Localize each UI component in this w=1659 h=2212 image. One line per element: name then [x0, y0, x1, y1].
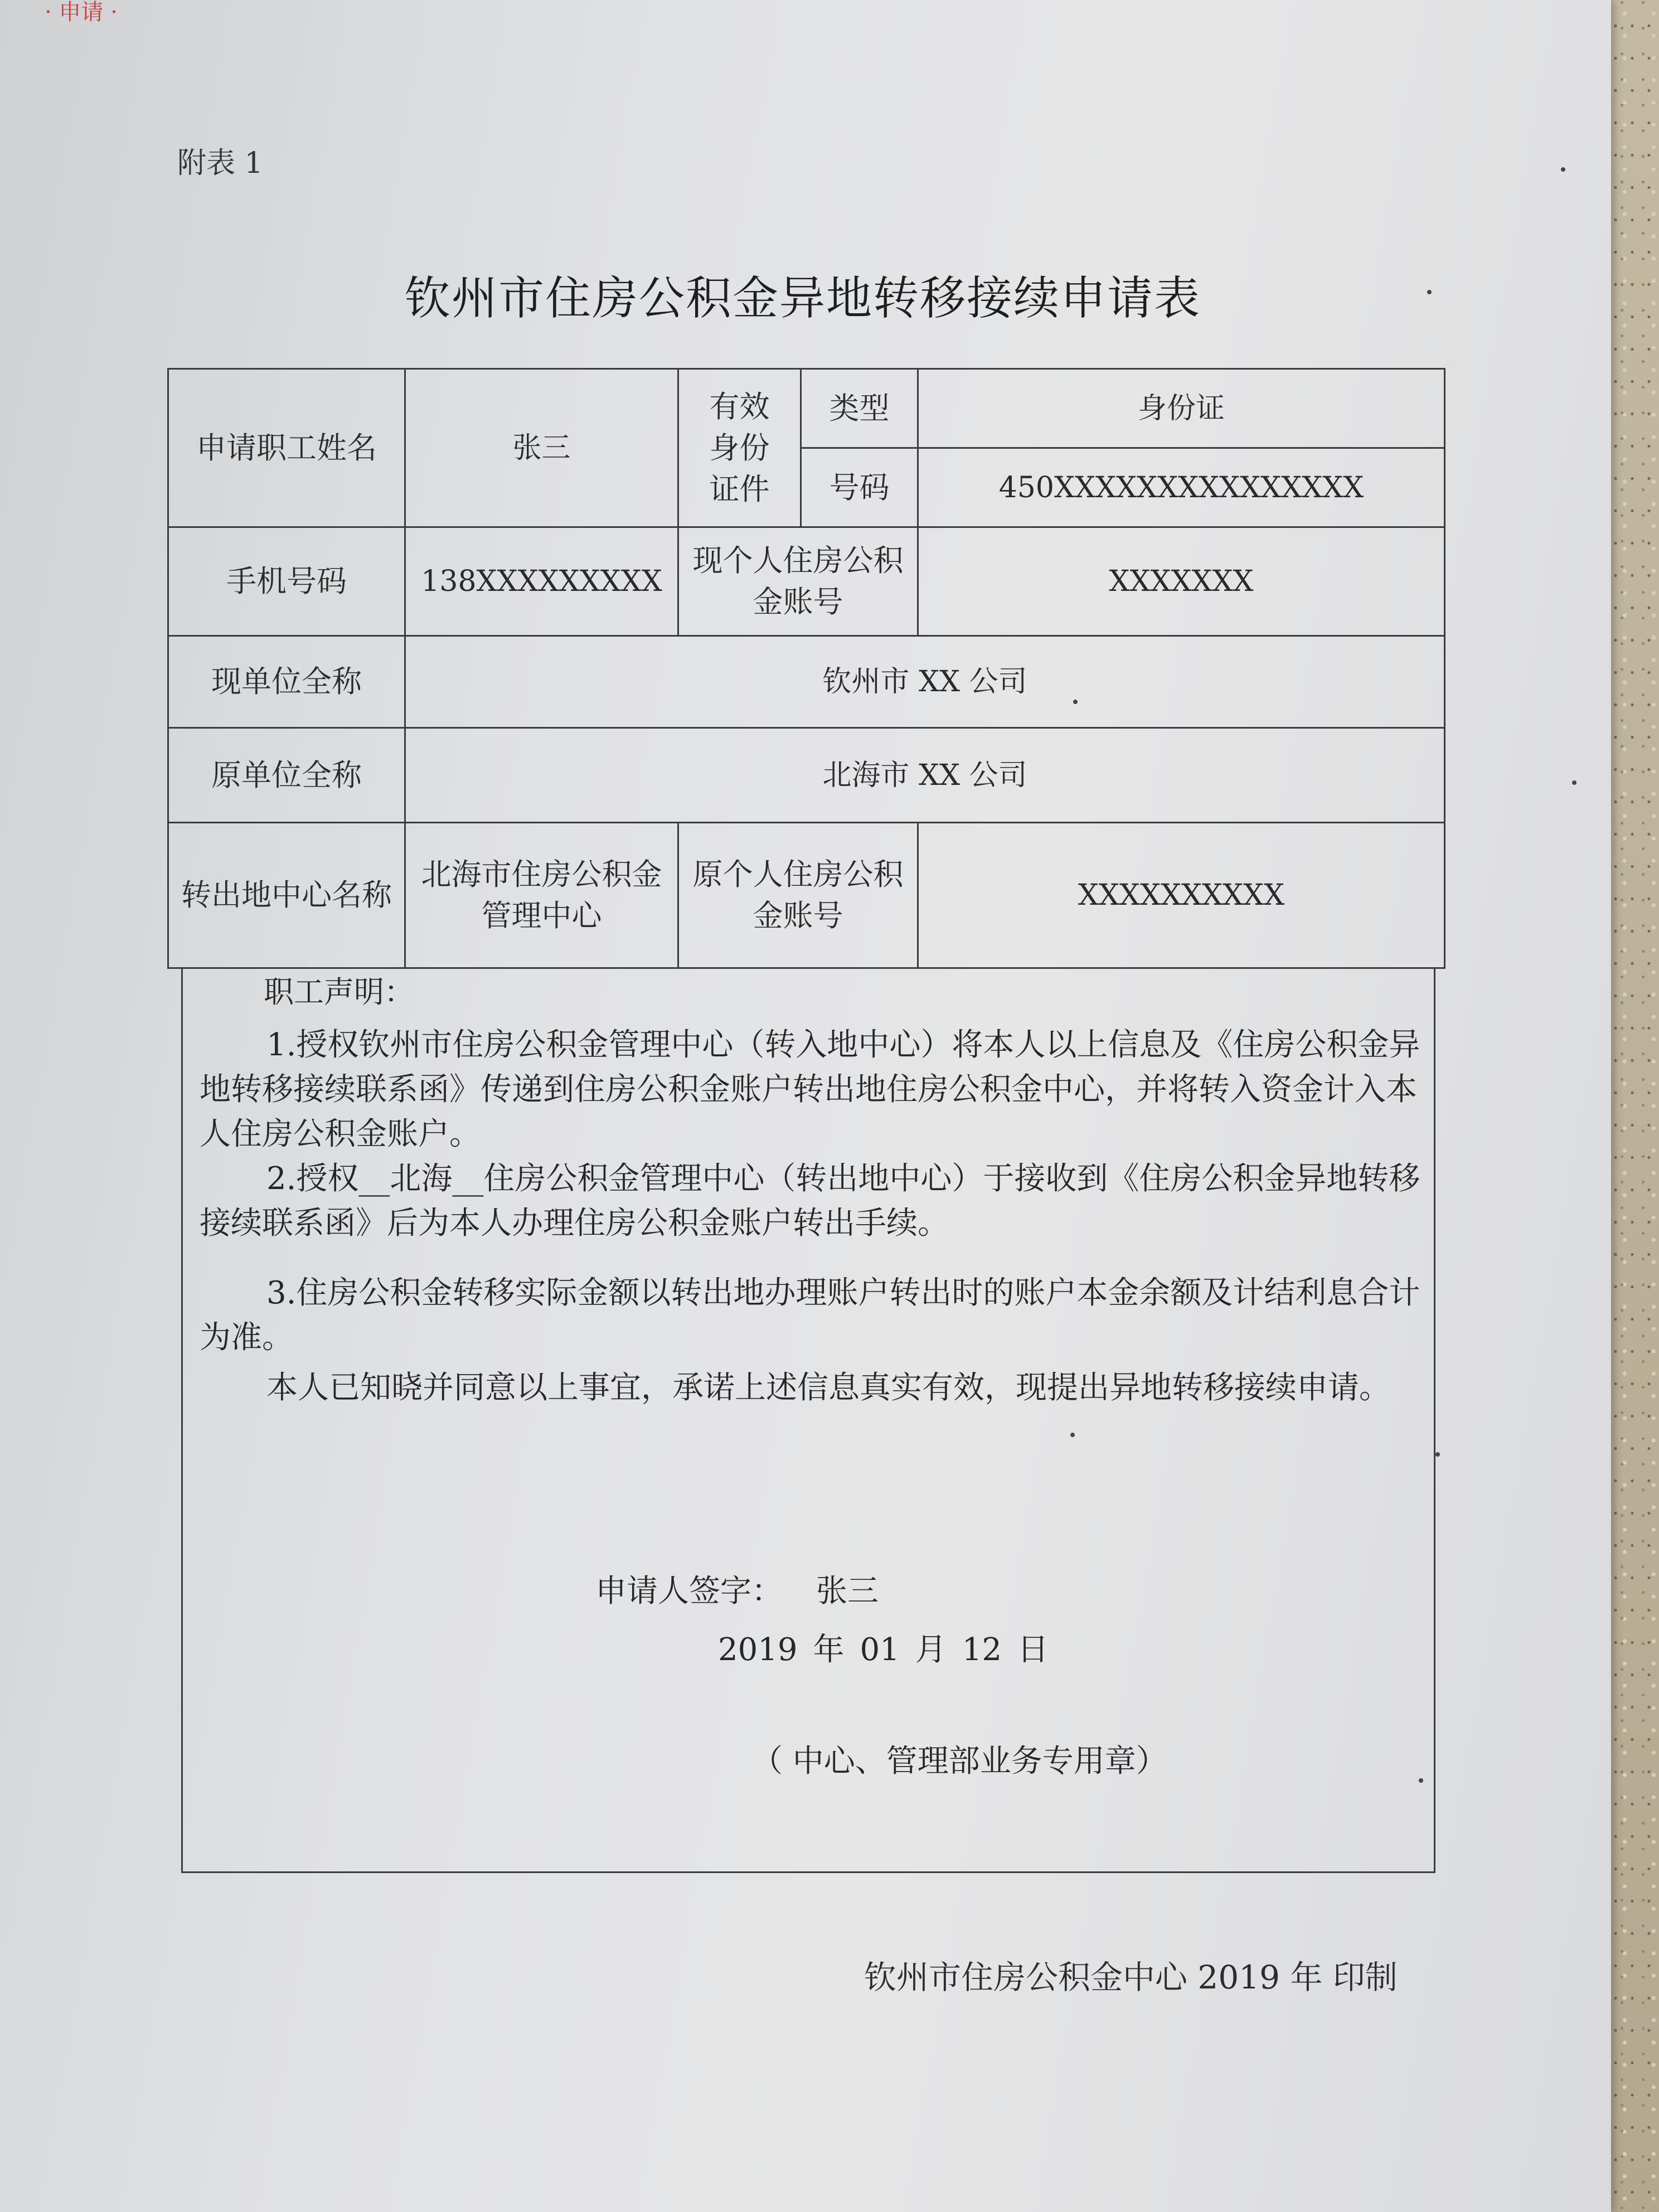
date-day-unit: 日 — [1017, 1632, 1049, 1668]
current-account-label: 现个人住房公积金账号 — [678, 527, 918, 636]
current-account-value: XXXXXXX — [918, 527, 1445, 636]
phone-value: 138XXXXXXXXX — [405, 527, 678, 636]
statement-paragraph-2: 2.授权__北海__住房公积金管理中心（转出地中心）于接收到《住房公积金异地转移接续联系函》后为本人办理住房公积金账户转出手续。 — [200, 1161, 1420, 1241]
signature-label: 申请人签字： — [595, 1573, 783, 1609]
statement-title: 职工声明： — [264, 974, 414, 1010]
paper-speck — [1070, 1433, 1075, 1437]
transfer-center-label: 转出地中心名称 — [168, 823, 405, 968]
id-type-value: 身份证 — [918, 369, 1445, 448]
date-month-unit: 月 — [915, 1632, 947, 1668]
current-employer-label: 现单位全称 — [168, 636, 405, 728]
id-label: 有效身份证件 — [678, 369, 801, 527]
former-account-label: 原个人住房公积金账号 — [678, 823, 918, 968]
application-form-table — [167, 368, 1445, 969]
paper-speck — [1419, 1778, 1423, 1783]
transfer-center-value: 北海市住房公积金管理中心 — [405, 823, 678, 968]
phone-label: 手机号码 — [168, 527, 405, 636]
paper-speck — [1435, 1452, 1440, 1457]
footer-imprint: 钦州市住房公积金中心 2019 年 印制 — [864, 1958, 1398, 1996]
top-fragment-text: · 申请 · — [45, 0, 118, 25]
former-employer-value: 北海市 XX 公司 — [405, 728, 1445, 823]
statement-paragraph-4: 本人已知晓并同意以上事宜，承诺上述信息真实有效，现提出异地转移接续申请。 — [266, 1370, 1390, 1406]
date-year: 2019 — [718, 1632, 798, 1668]
statement-paragraph-1: 1.授权钦州市住房公积金管理中心（转入地中心）将本人以上信息及《住房公积金异地转移接续联系函》传递到住房公积金账户转出地住房公积金中心，并将转入资金计入本人住房公积金账户。 — [200, 1027, 1420, 1152]
paper-speck — [1427, 290, 1432, 294]
date-year-unit: 年 — [813, 1632, 845, 1668]
name-value: 张三 — [405, 369, 678, 527]
date-month: 01 — [860, 1632, 900, 1668]
id-type-label: 类型 — [801, 369, 918, 448]
date-row — [718, 1625, 1064, 1670]
name-label: 申请职工姓名 — [168, 369, 405, 527]
paper-speck — [1572, 780, 1576, 785]
id-number-label: 号码 — [801, 448, 918, 527]
signature-row — [595, 1566, 879, 1611]
signature-value: 张三 — [816, 1573, 879, 1609]
paper-speck — [1561, 167, 1565, 172]
seal-note: （ 中心、管理部业务专用章） — [751, 1743, 1167, 1779]
current-employer-value: 钦州市 XX 公司 — [405, 636, 1445, 728]
form-title-text: 钦州市住房公积金异地转移接续申请表 — [404, 272, 1201, 325]
date-day: 12 — [962, 1632, 1002, 1668]
statement-paragraph-3: 3.住房公积金转移实际金额以转出地办理账户转出时的账户本金余额及计结利息合计为准。 — [200, 1275, 1420, 1356]
appendix-label: 附表 1 — [177, 147, 263, 180]
statement-section — [181, 967, 1435, 1873]
former-account-value: XXXXXXXXXX — [918, 823, 1445, 968]
form-title — [0, 262, 1611, 327]
former-employer-label: 原单位全称 — [168, 728, 405, 823]
id-number-value: 450XXXXXXXXXXXXXXX — [918, 448, 1445, 527]
paper-speck — [1073, 700, 1078, 704]
